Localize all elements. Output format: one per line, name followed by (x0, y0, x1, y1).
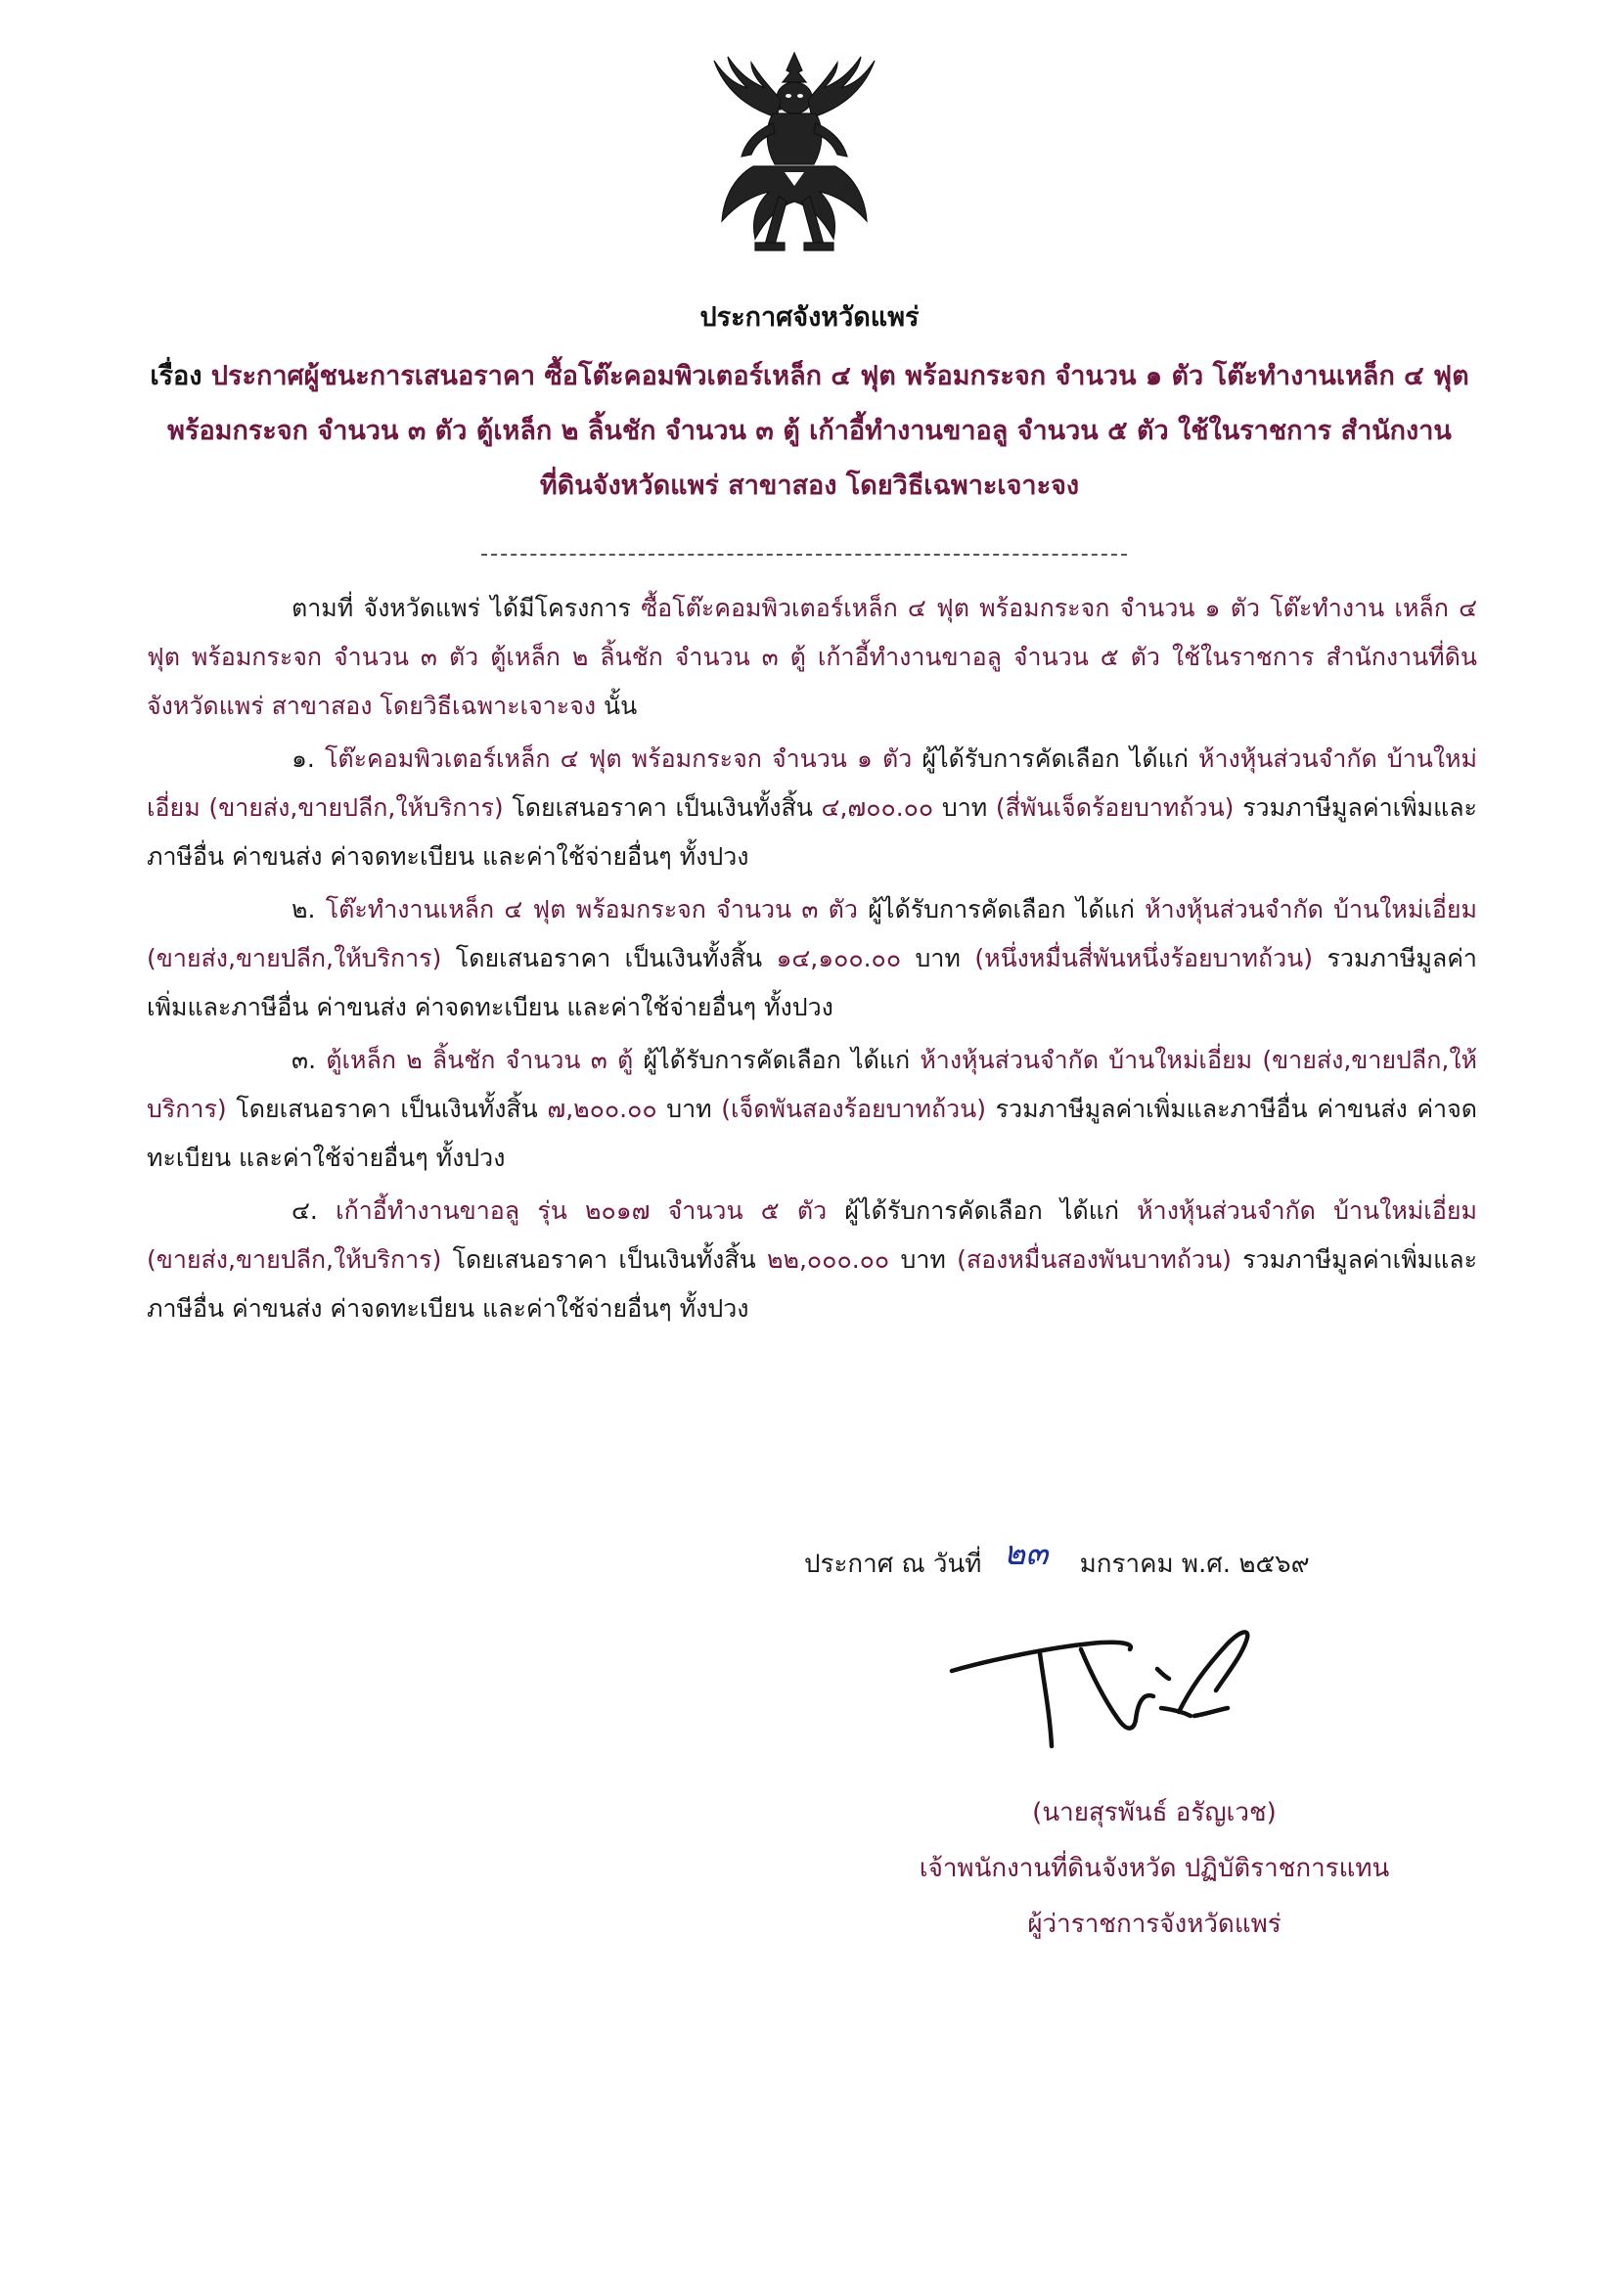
vendor-name: ห้างหุ้นส่วนจำกัด บ้านใหม่เอี่ยม (ขายส่ง,ขายปลีก,ให้บริการ) (147, 744, 1478, 822)
vendor-name: ห้างหุ้นส่วนจำกัด บ้านใหม่เอี่ยม (ขายส่ง,ขายปลีก,ให้บริการ) (147, 1196, 1477, 1274)
award-item-3 (147, 1036, 1477, 1183)
tax-note: รวมภาษีมูลค่าเพิ่มและภาษีอื่น ค่าขนส่ง ค่าจดทะเบียน และค่าใช้จ่ายอื่นๆ ทั้งปวง (147, 1245, 1478, 1323)
announcement-date (804, 1534, 1310, 1587)
body-content (147, 584, 1477, 1337)
winner-label: ผู้ได้รับการคัดเลือก ได้แก่ (868, 895, 1135, 923)
item-number: ๓. (292, 1046, 317, 1074)
tax-note: รวมภาษีมูลค่าเพิ่มและภาษีอื่น ค่าขนส่ง ค่าจดทะเบียน และค่าใช้จ่ายอื่นๆ ทั้งปวง (147, 1095, 1477, 1172)
amount-words: (เจ็ดพันสองร้อยบาทถ้วน) (721, 1095, 987, 1123)
intro-prefix: ตามที่ จังหวัดแพร่ ได้มีโครงการ (292, 594, 631, 622)
intro-suffix: นั้น (604, 692, 638, 720)
signatory-block (861, 1785, 1448, 1953)
baht-label: บาท (900, 1245, 946, 1274)
vendor-name: ห้างหุ้นส่วนจำกัด บ้านใหม่เอี่ยม (ขายส่ง,ขายปลีก,ให้บริการ) (147, 895, 1478, 972)
subject-line (147, 349, 1472, 514)
signatory-name: (นายสุรพันธ์ อรัญเวช) (1032, 1798, 1277, 1827)
price-amount: ๒๒,๐๐๐.๐๐ (767, 1245, 890, 1274)
item-description: เก้าอี้ทำงานขาอลู รุ่น ๒๐๑๗ จำนวน ๕ ตัว (336, 1196, 828, 1225)
tax-note: รวมภาษีมูลค่าเพิ่มและภาษีอื่น ค่าขนส่ง ค่าจดทะเบียน และค่าใช้จ่ายอื่นๆ ทั้งปวง (147, 944, 1477, 1021)
item-number: ๒. (292, 895, 316, 923)
date-prefix: ประกาศ ณ วันที่ (804, 1550, 982, 1579)
date-day: ๒๓ (1003, 1534, 1049, 1573)
amount-words: (สองหมื่นสองพันบาทถ้วน) (957, 1245, 1232, 1274)
price-label: โดยเสนอราคา เป็นเงินทั้งสิ้น (452, 1245, 756, 1274)
handwritten-signature (934, 1614, 1306, 1761)
price-label: โดยเสนอราคา เป็นเงินทั้งสิ้น (455, 944, 763, 972)
item-description: โต๊ะทำงานเหล็ก ๔ ฟุต พร้อมกระจก จำนวน ๓ ตัว (325, 895, 858, 923)
award-item-1 (147, 735, 1477, 881)
signatory-position: เจ้าพนักงานที่ดินจังหวัด ปฏิบัติราชการแทน (919, 1854, 1390, 1883)
baht-label: บาท (941, 793, 988, 822)
amount-words: (สี่พันเจ็ดร้อยบาทถ้วน) (995, 793, 1235, 822)
baht-label: บาท (666, 1095, 712, 1123)
price-amount: ๔,๗๐๐.๐๐ (821, 793, 934, 822)
price-amount: ๗,๒๐๐.๐๐ (547, 1095, 657, 1123)
intro-paragraph (147, 584, 1477, 731)
price-label: โดยเสนอราคา เป็นเงินทั้งสิ้น (512, 793, 813, 822)
vendor-name: ห้างหุ้นส่วนจำกัด บ้านใหม่เอี่ยม (ขายส่ง,ขายปลีก,ให้บริการ) (147, 1046, 1477, 1123)
baht-label: บาท (915, 944, 961, 972)
subject-text: ประกาศผู้ชนะการเสนอราคา ซื้อโต๊ะคอมพิวเตอร์เหล็ก ๔ ฟุต พร้อมกระจก จำนวน ๑ ตัว โต๊ะทำงานเหล็ก ๔ ฟุต พร้อมกระจก จำนวน ๓ ตัว ตู้เหล็ก ๒ ลิ้นชัก จำนวน ๓ ตู้ เก้าอี้ทำงานขาอลู จำนวน ๕ ตัว ใช้ในราชการ สำนักงานที่ดินจังหวัดแพร่ สาขาสอง โดยวิธีเฉพาะเจาะจง (167, 361, 1469, 501)
item-description: โต๊ะคอมพิวเตอร์เหล็ก ๔ ฟุต พร้อมกระจก จำนวน ๑ ตัว (324, 744, 913, 773)
document-title: ประกาศจังหวัดแพร่ (699, 302, 920, 333)
winner-label: ผู้ได้รับการคัดเลือก ได้แก่ (922, 744, 1189, 773)
intro-text: ซื้อโต๊ะคอมพิวเตอร์เหล็ก ๔ ฟุต พร้อมกระจก จำนวน ๑ ตัว โต๊ะทำงาน เหล็ก ๔ ฟุต พร้อมกระจก จำนวน ๓ ตัว ตู้เหล็ก ๒ ลิ้นชัก จำนวน ๓ ตู้ เก้าอี้ทำงานขาอลู จำนวน ๕ ตัว ใช้ในราชการ สำนักงานที่ดินจังหวัดแพร่ สาขาสอง โดยวิธีเฉพาะเจาะจง (147, 594, 1478, 720)
item-description: ตู้เหล็ก ๒ ลิ้นชัก จำนวน ๓ ตู้ (326, 1046, 634, 1074)
award-item-2 (147, 885, 1477, 1032)
award-item-4 (147, 1187, 1477, 1333)
item-number: ๑. (292, 744, 315, 773)
signatory-position-2: ผู้ว่าราชการจังหวัดแพร่ (1027, 1910, 1282, 1939)
subject-label: เรื่อง (150, 361, 202, 391)
item-number: ๔. (292, 1196, 318, 1225)
tax-note: รวมภาษีมูลค่าเพิ่มและภาษีอื่น ค่าขนส่ง ค่าจดทะเบียน และค่าใช้จ่ายอื่นๆ ทั้งปวง (147, 793, 1477, 871)
separator-rule (481, 554, 1127, 556)
winner-label: ผู้ได้รับการคัดเลือก ได้แก่ (643, 1046, 911, 1074)
price-amount: ๑๔,๑๐๐.๐๐ (776, 944, 902, 972)
amount-words: (หนึ่งหมื่นสี่พันหนึ่งร้อยบาทถ้วน) (974, 944, 1314, 972)
garuda-emblem-icon (697, 49, 892, 254)
price-label: โดยเสนอราคา เป็นเงินทั้งสิ้น (236, 1095, 538, 1123)
date-month-year: มกราคม พ.ศ. ๒๕๖๙ (1079, 1550, 1310, 1579)
winner-label: ผู้ได้รับการคัดเลือก ได้แก่ (844, 1196, 1119, 1225)
